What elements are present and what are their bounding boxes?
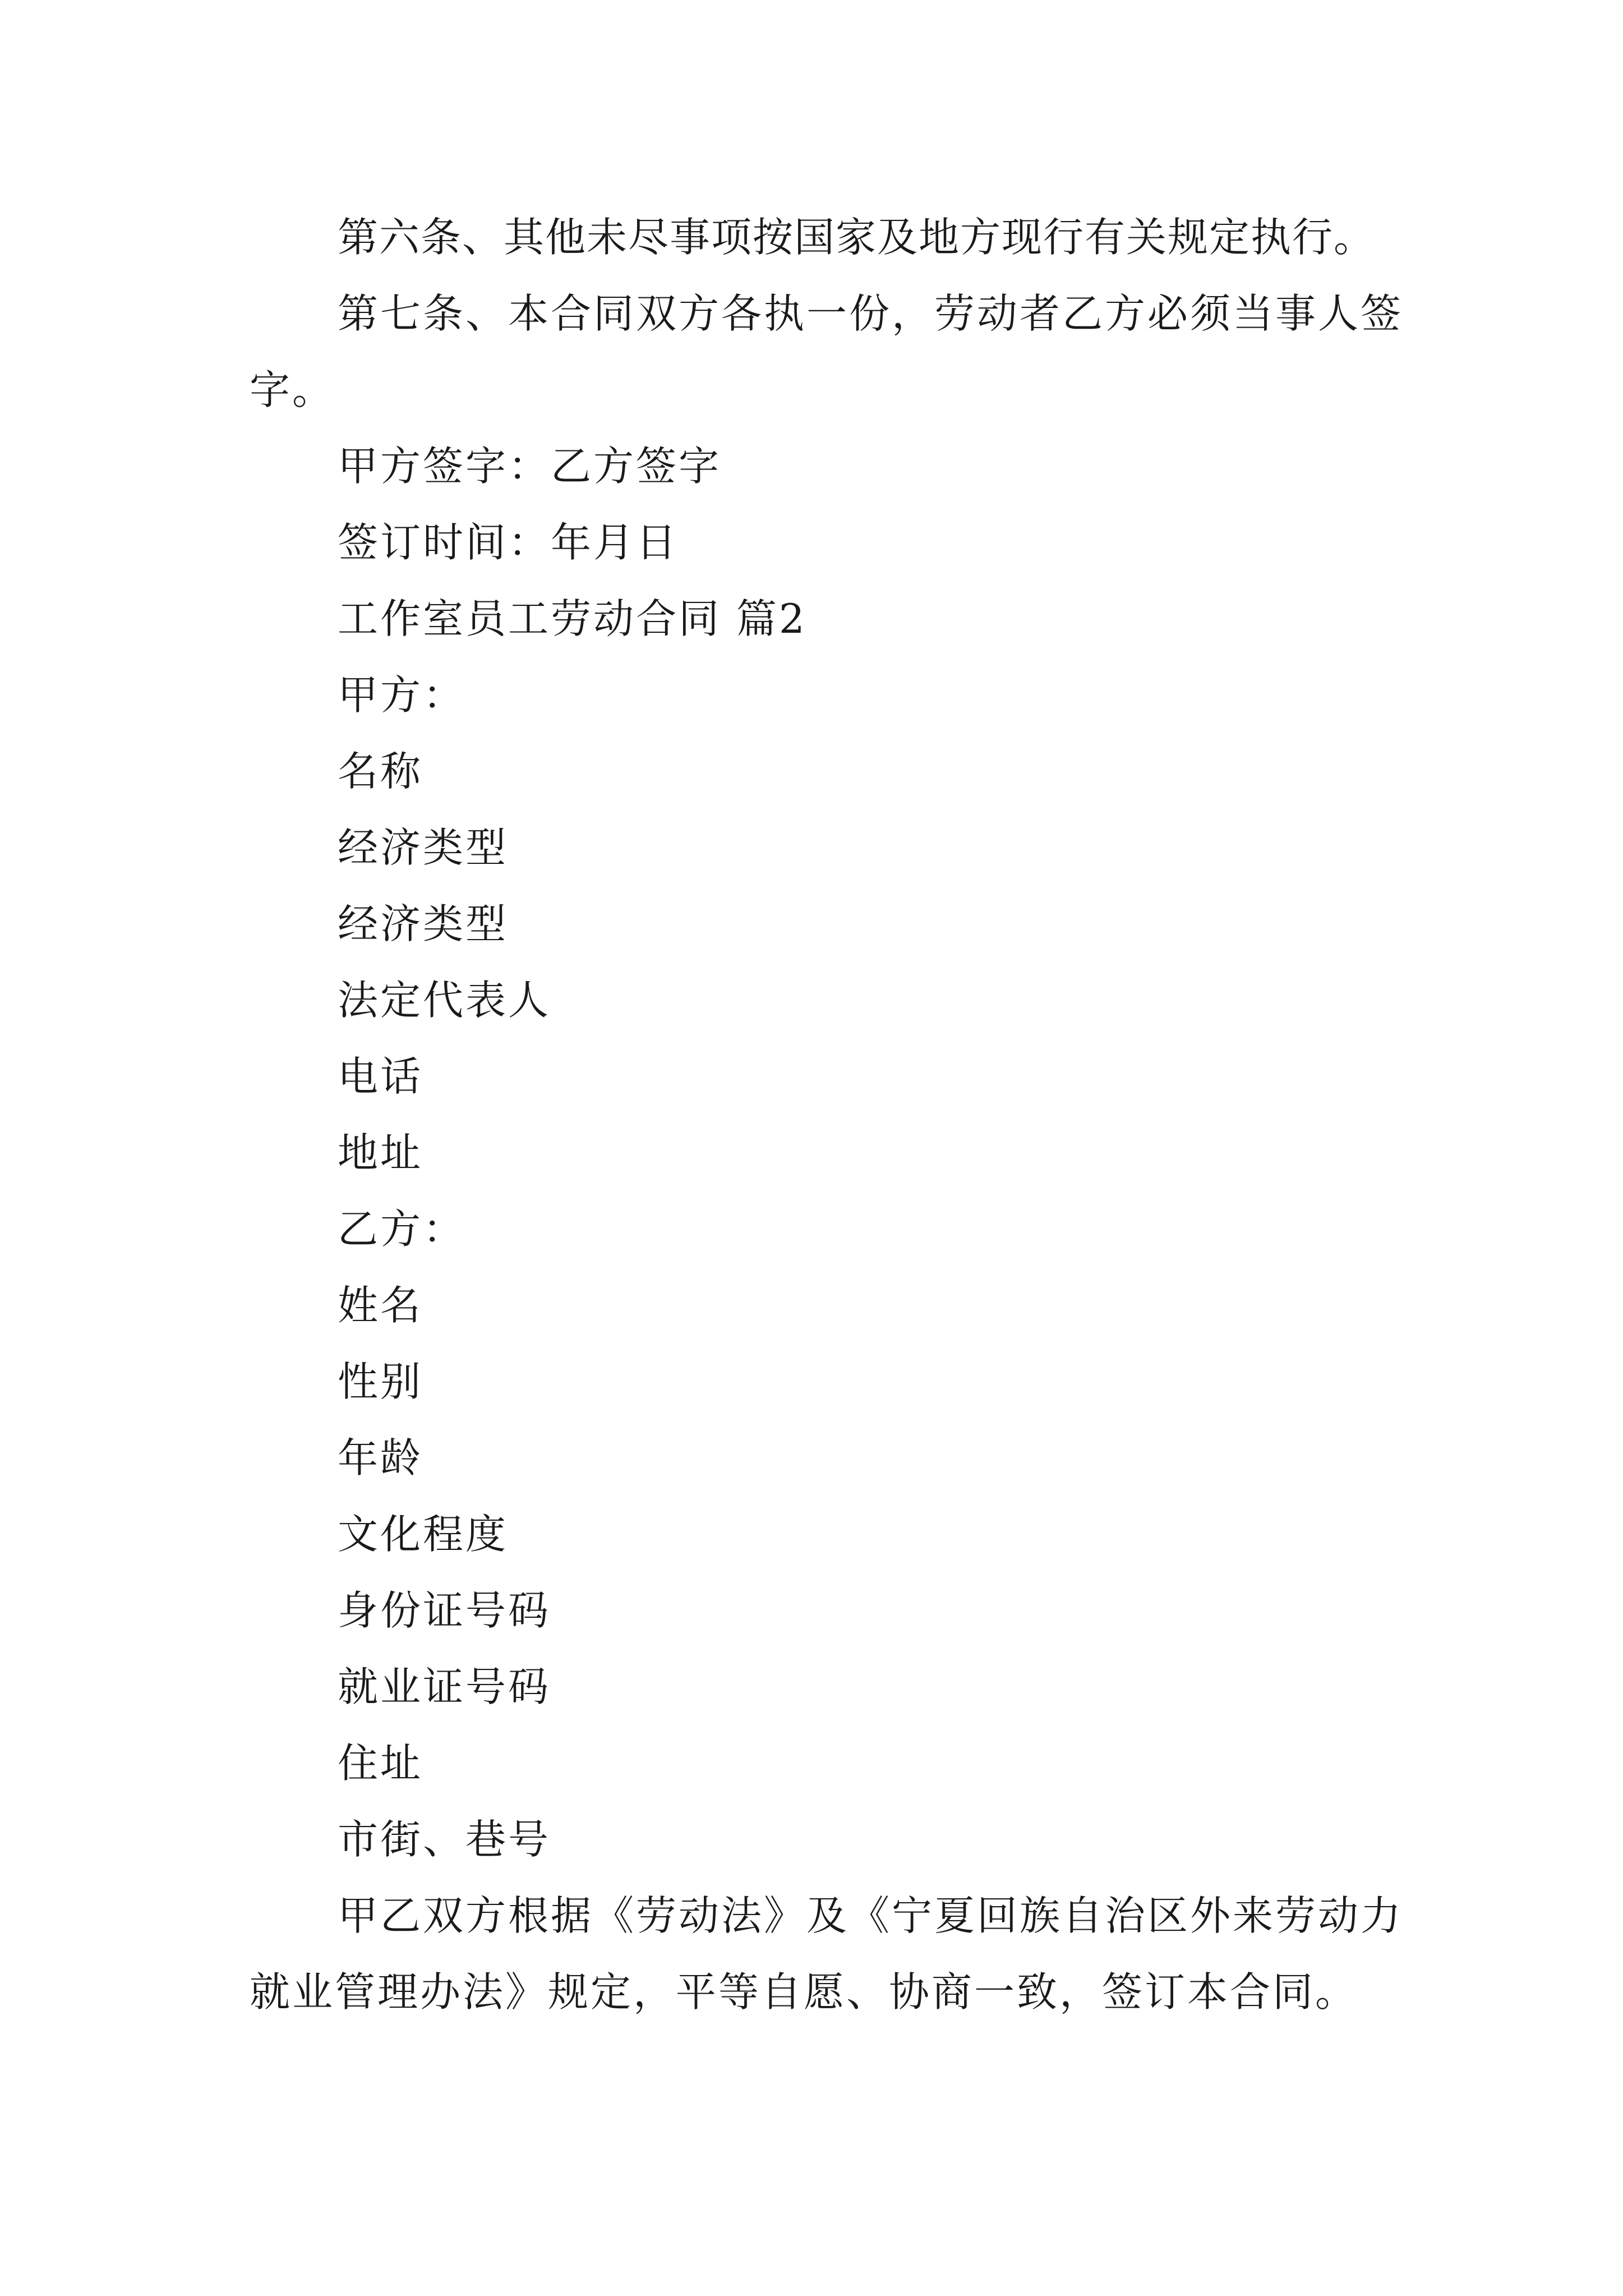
field-residence: 住址 bbox=[338, 1740, 423, 1787]
field-gender: 性别 bbox=[338, 1358, 423, 1405]
section-heading: 工作室员工劳动合同 篇2 bbox=[338, 595, 807, 642]
paragraph-signatures: 甲方签字：乙方签字 bbox=[338, 443, 722, 490]
paragraph-basis: 甲乙双方根据《劳动法》及《宁夏回族自治区外来劳动力就业管理办法》规定，平等自愿、协商一致，签订本合同。 bbox=[250, 1892, 1404, 2016]
field-full-name: 姓名 bbox=[338, 1282, 423, 1329]
paragraph-article-7: 第七条、本合同双方各执一份，劳动者乙方必须当事人签字。 bbox=[250, 290, 1404, 413]
party-b-label: 乙方： bbox=[338, 1205, 466, 1253]
field-economic-type-2: 经济类型 bbox=[338, 900, 509, 947]
field-employment-cert: 就业证号码 bbox=[338, 1663, 551, 1710]
field-education: 文化程度 bbox=[338, 1511, 509, 1558]
document-body bbox=[250, 199, 1444, 2030]
paragraph-signing-date: 签订时间：年月日 bbox=[338, 519, 679, 566]
field-age: 年龄 bbox=[338, 1434, 423, 1481]
field-economic-type: 经济类型 bbox=[338, 824, 509, 871]
field-address: 地址 bbox=[338, 1129, 423, 1176]
paragraph-article-6: 第六条、其他未尽事项按国家及地方现行有关规定执行。 bbox=[338, 214, 1376, 261]
field-name: 名称 bbox=[338, 748, 423, 795]
field-legal-representative: 法定代表人 bbox=[338, 977, 551, 1024]
field-street: 市街、巷号 bbox=[338, 1816, 551, 1863]
field-id-number: 身份证号码 bbox=[338, 1587, 551, 1634]
field-phone: 电话 bbox=[338, 1053, 423, 1100]
party-a-label: 甲方： bbox=[338, 671, 466, 719]
